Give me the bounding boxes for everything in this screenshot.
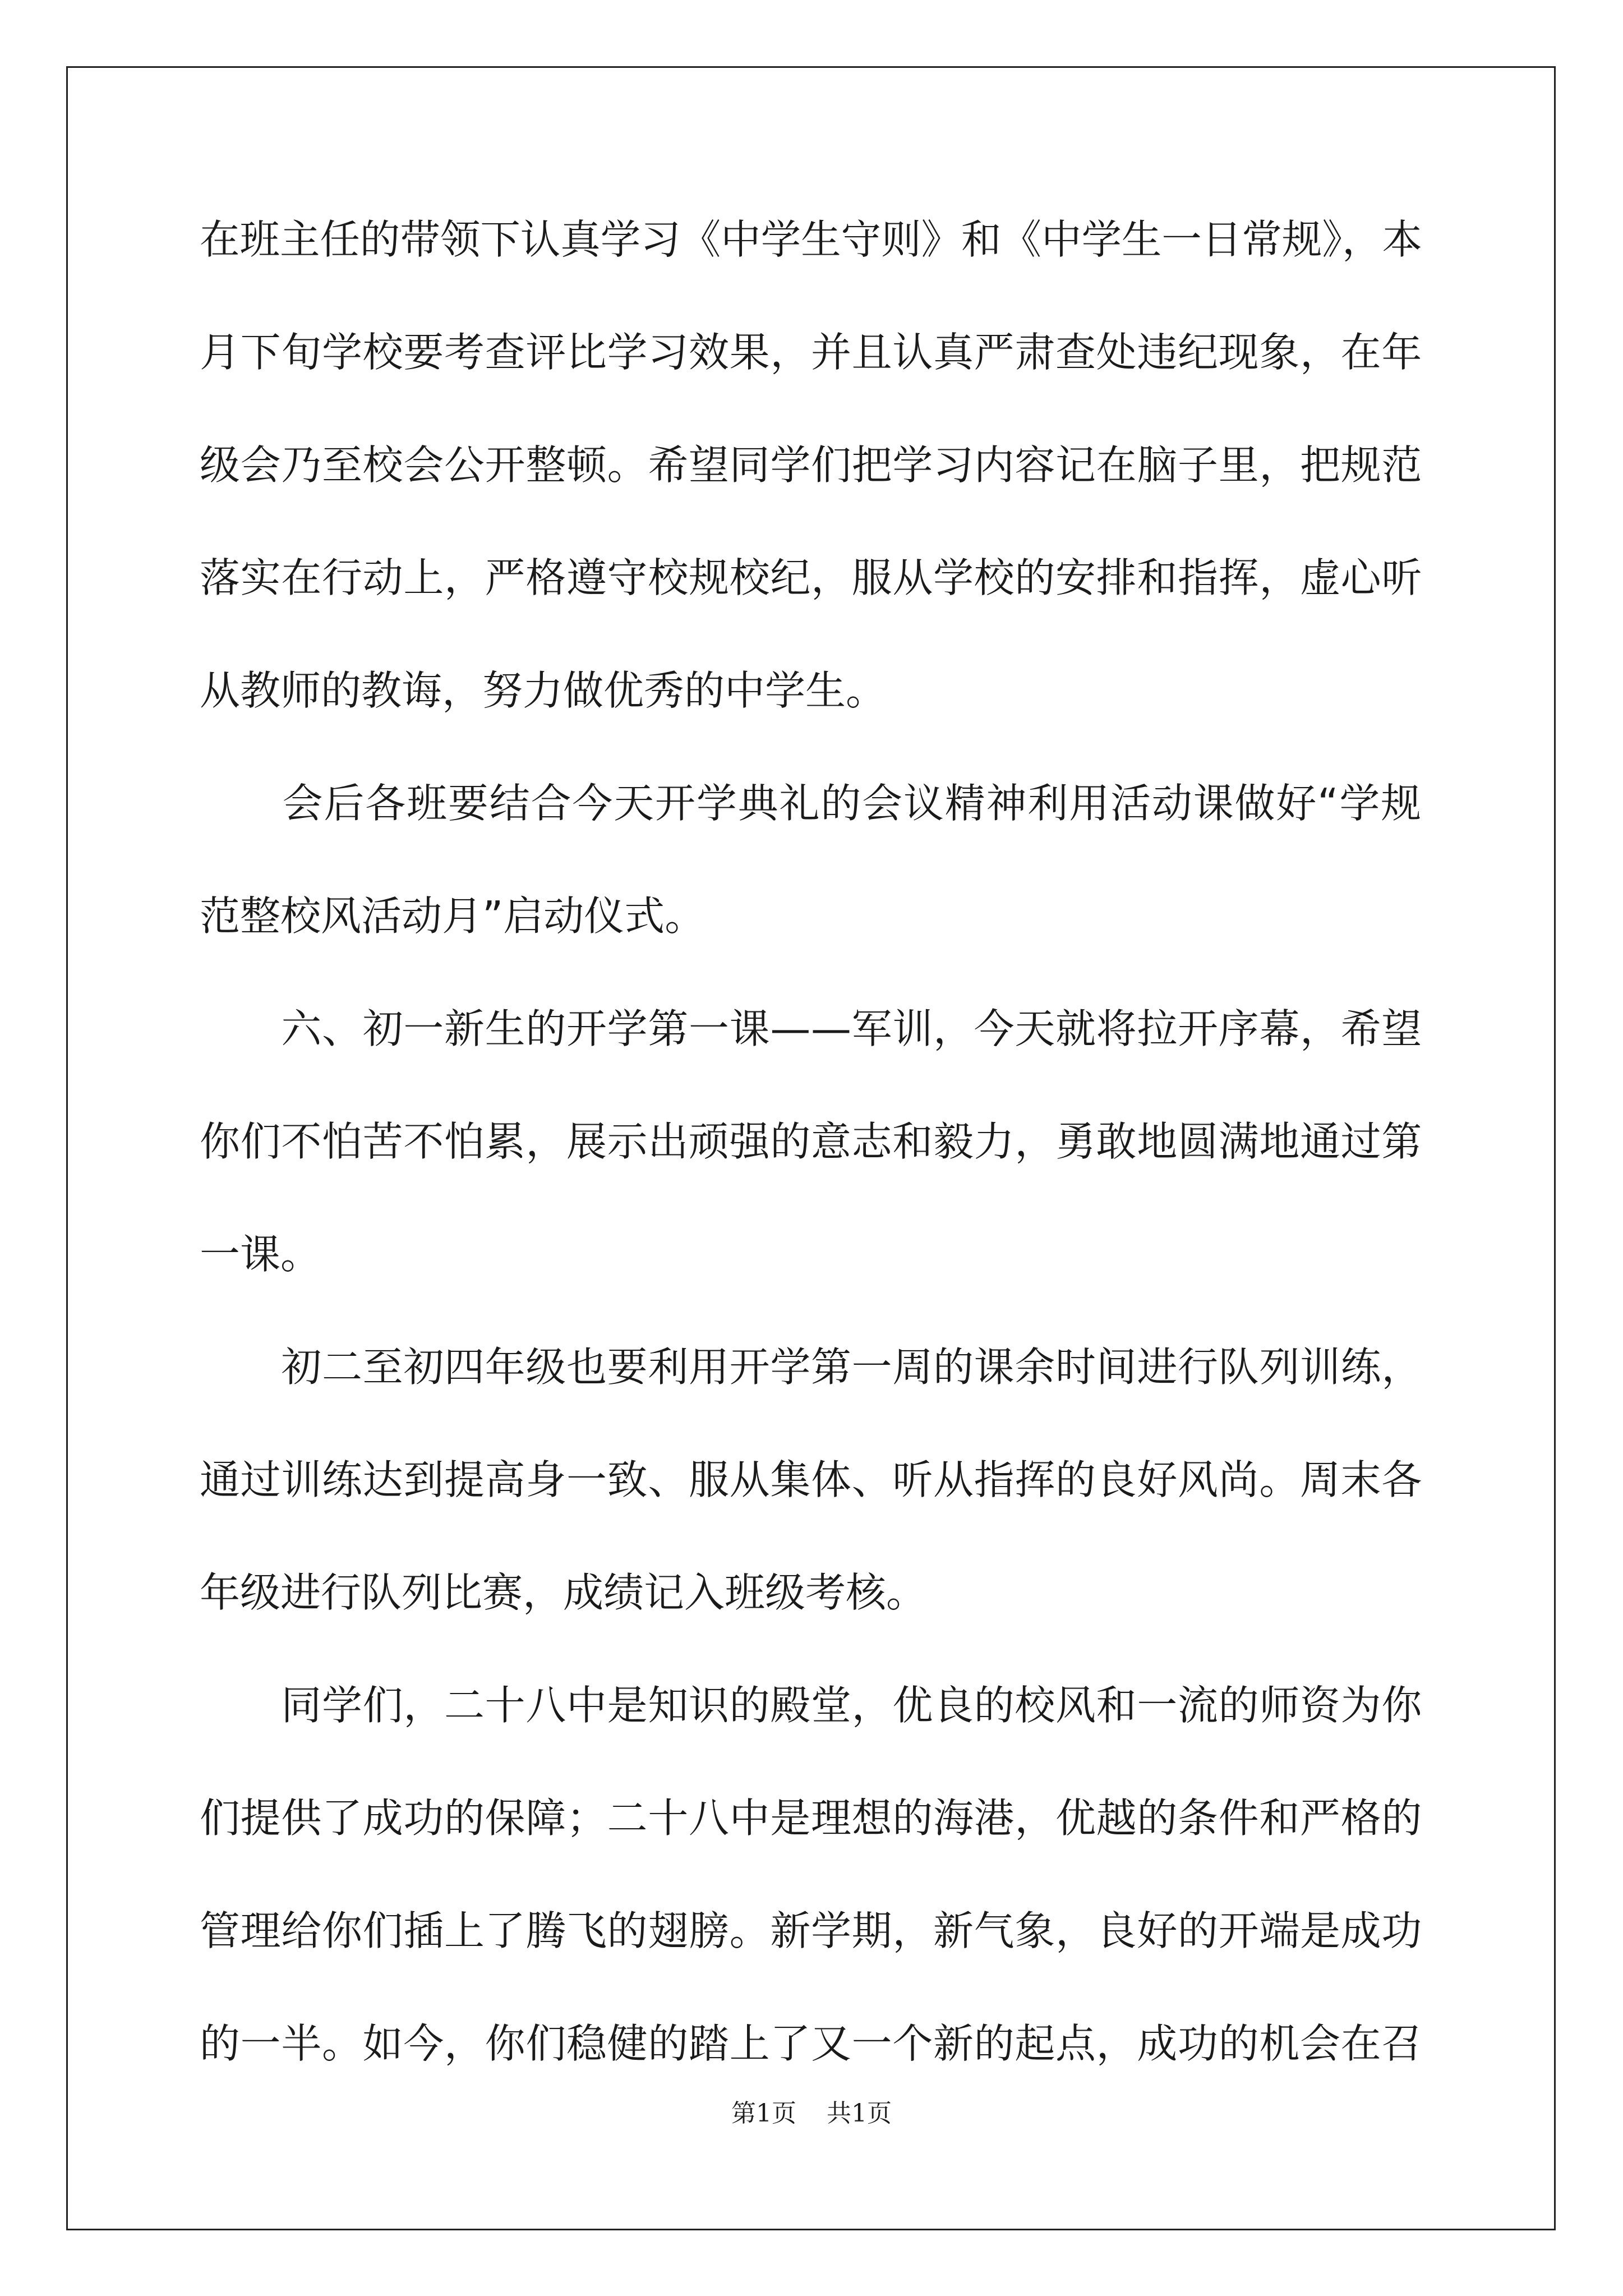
text-line: [200, 1905, 1422, 2018]
page-footer: [0, 2098, 1623, 2129]
text-line-content: 月下旬学校要考查评比学习效果，并且认真严肃查处违纪现象，在年: [200, 329, 1422, 376]
text-line-content: 们提供了成功的保障；二十八中是理想的海港，优越的条件和严格的: [200, 1795, 1422, 1842]
text-line-content: 从教师的教诲，努力做优秀的中学生。: [200, 667, 887, 714]
text-line: [200, 890, 1422, 1003]
document-body: [200, 214, 1422, 2131]
text-line-content: 同学们，二十八中是知识的殿堂，优良的校风和一流的师资为你: [200, 1682, 1422, 1729]
text-line-content: 范整校风活动月”启动仪式。: [200, 892, 706, 940]
text-line: [200, 1792, 1422, 1905]
page-number: 第1页: [731, 2099, 796, 2128]
text-line: [200, 1454, 1422, 1567]
text-line-content: 落实在行动上，严格遵守校规校纪，服从学校的安排和指挥，虚心听: [200, 554, 1422, 601]
page-total: 共1页: [827, 2099, 892, 2128]
text-line-content: 一课。: [200, 1231, 321, 1278]
text-line: [200, 1003, 1422, 1116]
text-line-content: 管理给你们插上了腾飞的翅膀。新学期，新气象，良好的开端是成功: [200, 1907, 1422, 1954]
text-line: [200, 439, 1422, 552]
text-line-content: 在班主任的带领下认真学习《中学生守则》和《中学生一日常规》，本: [200, 216, 1422, 263]
text-line: [200, 777, 1422, 890]
text-line: [200, 1228, 1422, 1341]
text-line: [200, 1341, 1422, 1454]
text-line-content: 的一半。如今，你们稳健的踏上了又一个新的起点，成功的机会在召: [200, 2020, 1422, 2067]
text-line-content: 初二至初四年级也要利用开学第一周的课余时间进行队列训练，: [200, 1343, 1422, 1391]
text-line: [200, 1116, 1422, 1228]
text-line: [200, 214, 1422, 326]
text-line-content: 会后各班要结合今天开学典礼的会议精神利用活动课做好“学规: [200, 780, 1422, 827]
text-line: [200, 326, 1422, 439]
text-line-content: 你们不怕苦不怕累，展示出顽强的意志和毅力，勇敢地圆满地通过第: [200, 1118, 1422, 1165]
text-line-content: 年级进行队列比赛，成绩记入班级考核。: [200, 1569, 927, 1616]
text-line: [200, 552, 1422, 665]
text-line: [200, 1567, 1422, 1680]
text-line: [200, 665, 1422, 777]
text-line-content: 六、初一新生的开学第一课——军训，今天就将拉开序幕，希望: [200, 1005, 1422, 1052]
text-line-content: 级会乃至校会公开整顿。希望同学们把学习内容记在脑子里，把规范: [200, 441, 1422, 489]
text-line: [200, 1680, 1422, 1792]
text-line-content: 通过训练达到提高身一致、服从集体、听从指挥的良好风尚。周末各: [200, 1456, 1422, 1503]
